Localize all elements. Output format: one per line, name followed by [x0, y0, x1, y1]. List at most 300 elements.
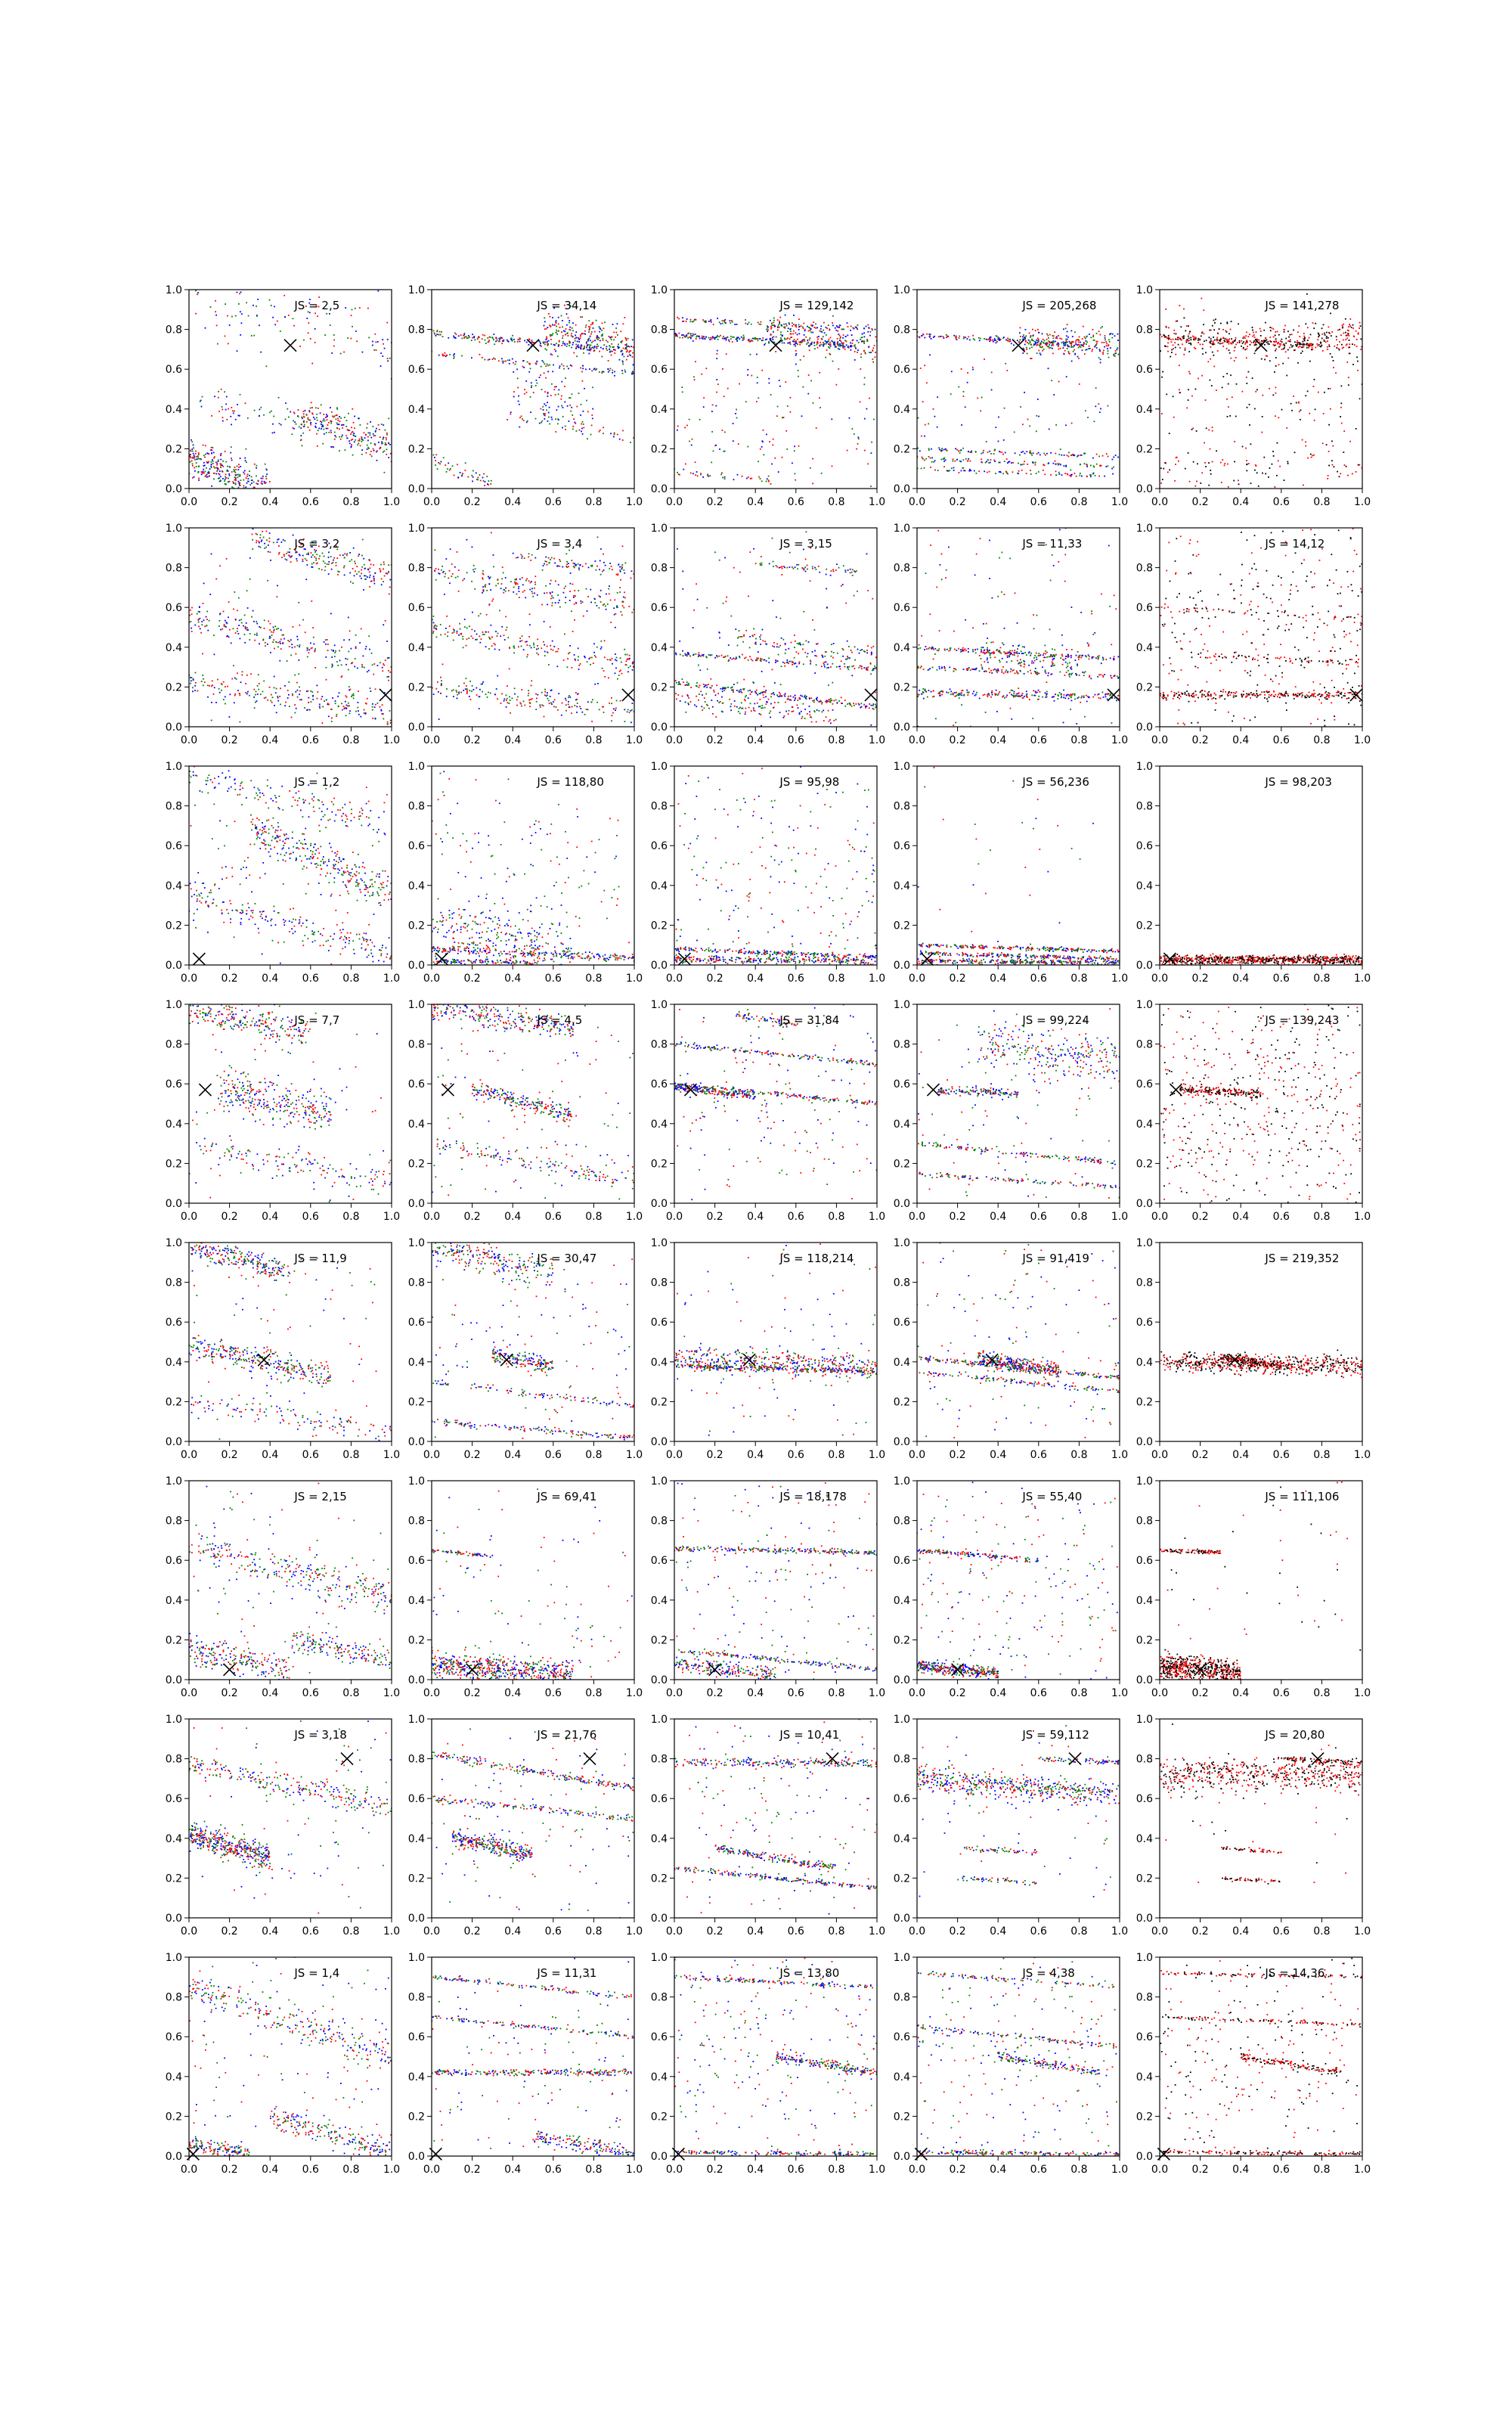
data-point [1295, 344, 1297, 346]
data-point [244, 458, 246, 459]
data-point [687, 333, 689, 334]
data-point [1347, 475, 1349, 476]
data-point [334, 432, 336, 433]
data-point [434, 625, 435, 627]
data-point [1212, 325, 1213, 327]
data-point [559, 327, 561, 328]
data-point [1042, 346, 1043, 348]
data-point [1043, 339, 1044, 340]
data-point [1332, 464, 1334, 466]
data-point [839, 324, 841, 326]
data-point [547, 396, 549, 397]
data-point [1243, 337, 1244, 339]
data-point [762, 337, 764, 339]
data-point [382, 442, 383, 444]
data-point [539, 705, 541, 706]
data-point [1300, 419, 1301, 420]
data-point [219, 692, 221, 693]
data-point [351, 648, 352, 650]
data-point [844, 340, 846, 341]
data-point [624, 344, 626, 346]
data-point [1036, 430, 1037, 432]
data-point [1212, 430, 1213, 432]
data-point [498, 360, 500, 361]
data-point [1326, 332, 1328, 334]
data-point [1067, 331, 1068, 333]
data-point [1281, 349, 1283, 350]
data-point [536, 653, 538, 654]
x-tick-label: 0.6 [302, 496, 319, 508]
data-point [763, 430, 764, 431]
data-point [194, 467, 195, 469]
data-point [533, 392, 534, 393]
data-point [723, 336, 724, 337]
data-point [482, 357, 483, 358]
data-point [1345, 339, 1346, 340]
data-point [345, 658, 346, 659]
data-point [591, 414, 593, 416]
data-point [626, 660, 627, 662]
data-point [285, 419, 287, 420]
data-point [717, 353, 718, 355]
data-point [551, 354, 553, 355]
data-point [327, 644, 329, 645]
data-point [436, 625, 438, 627]
data-point [1256, 331, 1257, 333]
data-point [353, 548, 355, 549]
data-point [561, 345, 562, 346]
data-point [482, 681, 484, 683]
data-point [318, 430, 319, 431]
data-point [1337, 347, 1338, 349]
data-point [683, 469, 684, 470]
data-point [1199, 339, 1201, 340]
data-point [769, 441, 770, 442]
data-point [934, 460, 936, 461]
data-point [293, 427, 294, 429]
data-point [472, 476, 474, 478]
data-point [981, 397, 983, 399]
data-point [476, 687, 477, 689]
data-point [256, 542, 257, 544]
data-point [544, 344, 546, 346]
data-point [730, 338, 732, 340]
data-point [1327, 340, 1328, 342]
data-point [234, 469, 235, 470]
data-point [1203, 324, 1204, 325]
data-point [1331, 331, 1333, 333]
data-point [591, 425, 593, 427]
data-point [921, 468, 922, 470]
data-point [343, 639, 345, 641]
data-point [1036, 415, 1037, 417]
data-point [1303, 336, 1305, 337]
data-point [198, 454, 200, 455]
data-point [602, 338, 603, 340]
data-point [1043, 470, 1044, 471]
data-point [1070, 343, 1071, 344]
data-point [1030, 337, 1031, 338]
data-point [612, 351, 613, 352]
data-point [289, 646, 290, 647]
data-point [457, 464, 458, 465]
data-point [333, 346, 335, 347]
data-point [1028, 340, 1030, 341]
data-point [517, 387, 519, 389]
data-point [327, 428, 329, 430]
data-point [364, 575, 365, 576]
data-point [224, 625, 225, 627]
data-point [240, 721, 241, 723]
data-point [1277, 331, 1278, 333]
data-point [270, 551, 271, 553]
data-point [348, 651, 349, 653]
data-point [565, 344, 566, 346]
data-point [594, 655, 596, 656]
data-point [325, 566, 327, 568]
data-point [1018, 473, 1019, 474]
data-point [463, 683, 465, 684]
data-point [818, 336, 820, 337]
data-point [780, 334, 782, 336]
data-point [803, 323, 804, 324]
data-point [1192, 336, 1194, 337]
data-point [601, 647, 603, 648]
data-point [1278, 343, 1279, 344]
data-point [747, 324, 748, 325]
data-point [937, 427, 938, 428]
data-point [352, 582, 354, 584]
data-point [1012, 471, 1014, 473]
data-point [632, 663, 634, 665]
data-point [338, 706, 339, 707]
data-point [1266, 355, 1267, 357]
data-point [1176, 334, 1177, 335]
data-point [629, 354, 631, 355]
data-point [1080, 342, 1081, 343]
data-point [603, 327, 605, 329]
data-point [723, 396, 725, 397]
data-point [586, 343, 587, 344]
data-point [1202, 331, 1204, 333]
data-point [946, 337, 947, 338]
data-point [1027, 464, 1028, 465]
data-point [236, 474, 237, 476]
data-point [387, 657, 389, 659]
data-point [615, 337, 616, 338]
data-point [239, 694, 240, 696]
data-point [1249, 334, 1250, 335]
data-point [632, 339, 634, 340]
data-point [824, 332, 826, 334]
data-point [513, 339, 515, 340]
data-point [1201, 472, 1203, 473]
data-point [553, 706, 555, 708]
data-point [1036, 453, 1038, 455]
data-point [596, 320, 597, 321]
data-point [613, 436, 615, 438]
data-point [446, 688, 448, 690]
x-tick-label: 0.6 [1273, 496, 1290, 508]
data-point [284, 316, 286, 318]
data-point [377, 665, 379, 666]
data-point [279, 423, 280, 424]
data-point [252, 534, 253, 535]
data-point [736, 340, 738, 341]
data-point [1254, 352, 1256, 354]
data-point [625, 347, 627, 349]
data-point [1108, 405, 1109, 407]
data-point [628, 659, 630, 660]
data-point [823, 336, 824, 337]
data-point [284, 685, 286, 687]
data-point [274, 432, 275, 433]
scatter-panel [408, 523, 643, 746]
data-point [257, 685, 259, 687]
data-point [1068, 456, 1070, 458]
data-point [591, 657, 593, 659]
data-point [365, 576, 367, 577]
data-point [1280, 340, 1281, 342]
data-point [292, 695, 293, 697]
data-point [612, 715, 613, 716]
data-point [288, 417, 290, 418]
data-point [198, 452, 200, 454]
data-point [838, 349, 840, 350]
data-point [1060, 448, 1061, 450]
data-point [1011, 462, 1012, 464]
data-point [567, 405, 569, 407]
data-point [380, 571, 381, 572]
data-point [1234, 441, 1235, 442]
data-point [343, 706, 345, 707]
data-point [241, 675, 243, 676]
data-point [541, 408, 542, 410]
data-point [1222, 337, 1224, 339]
data-point [1030, 470, 1031, 471]
data-point [333, 557, 335, 559]
data-point [578, 341, 580, 343]
data-point [679, 337, 680, 339]
data-point [1178, 339, 1179, 340]
data-point [519, 427, 520, 428]
data-point [313, 644, 314, 645]
data-point [551, 690, 553, 691]
data-point [611, 339, 612, 340]
data-point [787, 337, 789, 339]
data-point [1179, 389, 1180, 390]
data-point [523, 649, 525, 650]
data-point [1190, 337, 1191, 339]
data-point [556, 326, 557, 327]
data-point [358, 714, 360, 715]
data-point [838, 327, 840, 328]
data-point [1081, 344, 1083, 346]
data-point [543, 413, 544, 414]
data-point [1179, 347, 1181, 349]
data-point [830, 343, 832, 345]
data-point [211, 702, 212, 703]
data-point [722, 323, 723, 324]
data-point [1024, 392, 1025, 393]
data-point [366, 703, 367, 705]
data-point [589, 338, 590, 340]
data-point [562, 427, 563, 429]
data-point [602, 668, 603, 669]
data-point [388, 680, 389, 681]
data-point [1325, 341, 1327, 343]
data-point [344, 566, 345, 567]
data-point [695, 361, 696, 362]
data-point [1206, 340, 1207, 341]
data-point [630, 710, 631, 712]
data-point [760, 448, 761, 450]
data-point [213, 452, 215, 454]
data-point [1210, 473, 1212, 475]
data-point [712, 405, 714, 406]
data-point [544, 691, 546, 693]
data-point [569, 327, 571, 328]
data-point [237, 466, 238, 467]
data-point [1275, 340, 1277, 342]
data-point [1095, 405, 1096, 407]
data-point [239, 476, 240, 477]
data-point [203, 678, 204, 680]
data-point [1049, 342, 1051, 343]
data-point [1060, 348, 1061, 349]
data-point [545, 585, 547, 587]
data-point [457, 698, 458, 700]
data-point [531, 382, 532, 383]
data-point [1086, 337, 1087, 338]
data-point [251, 476, 253, 478]
data-point [1230, 358, 1232, 359]
data-point [826, 341, 827, 343]
data-point [516, 699, 518, 700]
data-point [578, 392, 580, 394]
data-point [192, 465, 194, 467]
data-point [1309, 337, 1310, 339]
data-point [839, 335, 841, 337]
data-point [1246, 383, 1247, 384]
data-point [380, 706, 381, 708]
data-point [256, 482, 257, 484]
data-point [581, 712, 583, 713]
data-point [237, 292, 238, 293]
data-point [840, 337, 841, 338]
data-point [943, 337, 945, 339]
data-point [617, 434, 618, 436]
data-point [370, 442, 372, 444]
data-point [1321, 327, 1323, 329]
data-point [565, 334, 566, 336]
data-point [190, 457, 191, 458]
data-point [310, 424, 311, 426]
data-point [321, 424, 323, 426]
data-point [259, 683, 260, 684]
data-point [632, 356, 634, 358]
data-point [1009, 339, 1010, 340]
data-point [584, 330, 586, 332]
data-point [995, 473, 996, 474]
data-point [1165, 309, 1167, 310]
data-point [264, 482, 265, 484]
data-point [536, 361, 538, 362]
data-point [1187, 339, 1188, 340]
data-point [1309, 361, 1311, 362]
data-point [347, 437, 349, 439]
scatter-panel [1136, 284, 1371, 508]
data-point [386, 433, 388, 434]
data-point [970, 461, 971, 462]
data-point [221, 453, 222, 455]
data-point [802, 340, 804, 341]
data-point [615, 659, 616, 661]
data-point [1186, 342, 1188, 343]
data-point [365, 713, 367, 715]
data-point [773, 318, 775, 319]
data-point [294, 647, 296, 648]
data-point [530, 396, 531, 398]
data-point [530, 368, 531, 370]
data-point [227, 470, 228, 471]
data-point [612, 370, 613, 371]
data-point [334, 435, 336, 436]
data-point [438, 334, 439, 336]
data-point [361, 628, 362, 630]
data-point [528, 371, 530, 373]
data-point [745, 319, 746, 321]
data-point [308, 332, 309, 334]
data-point [1055, 337, 1057, 339]
data-point [855, 348, 857, 349]
data-point [616, 660, 618, 662]
data-point [539, 377, 541, 378]
data-point [1018, 470, 1020, 472]
data-point [620, 700, 621, 702]
data-point [322, 722, 324, 724]
data-point [1105, 340, 1106, 341]
data-point [389, 672, 391, 673]
data-point [1084, 353, 1086, 355]
data-point [278, 642, 280, 644]
data-point [691, 445, 692, 446]
data-point [998, 417, 999, 418]
data-point [1164, 346, 1166, 347]
data-point [623, 607, 624, 609]
data-point [838, 348, 839, 349]
data-point [479, 474, 481, 476]
data-point [1035, 342, 1036, 343]
data-point [1020, 406, 1021, 408]
data-point [1246, 340, 1247, 341]
data-point [328, 432, 330, 433]
data-point [956, 459, 958, 461]
data-point [558, 693, 559, 694]
data-point [832, 322, 833, 324]
data-point [247, 417, 249, 419]
data-point [274, 324, 276, 325]
data-point [543, 361, 544, 363]
data-point [256, 691, 257, 693]
data-point [209, 476, 210, 477]
data-point [257, 693, 259, 695]
data-point [373, 435, 375, 436]
data-point [810, 330, 811, 331]
data-point [314, 342, 316, 343]
data-point [336, 423, 338, 424]
data-point [191, 448, 193, 450]
